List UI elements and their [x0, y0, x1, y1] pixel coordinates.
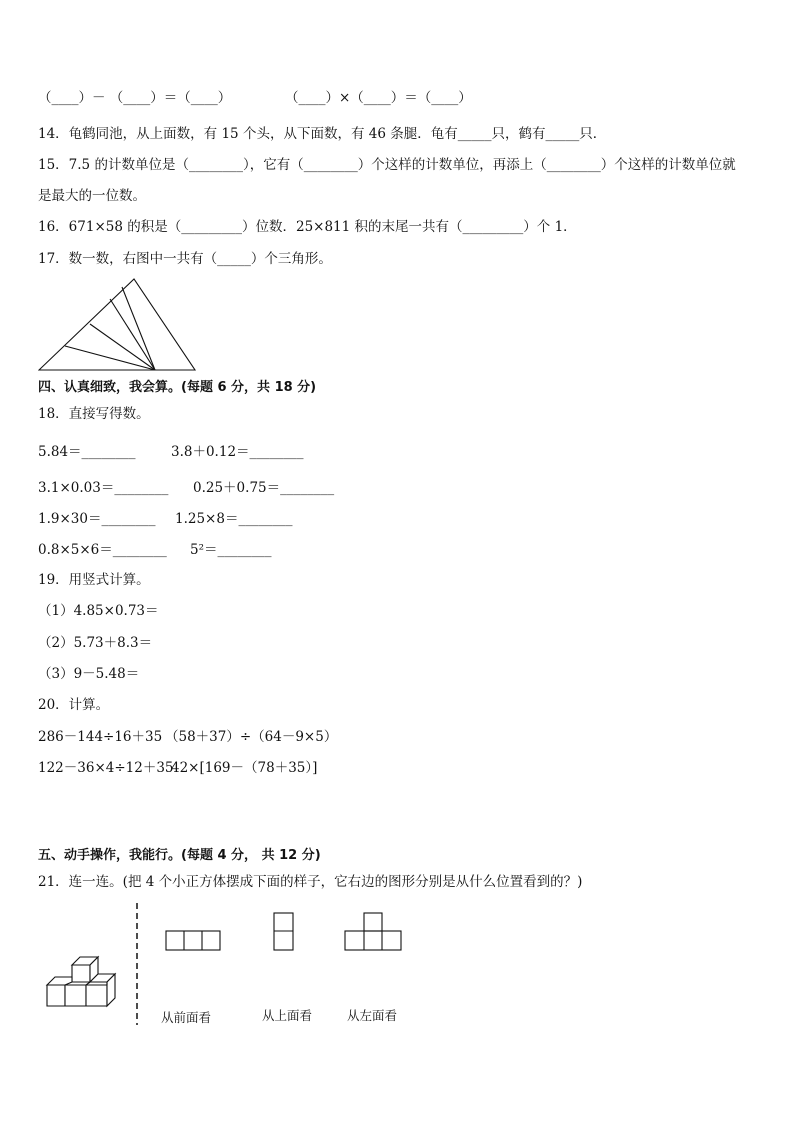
question-16: 16．671×58 的积是（_________）位数．25×811 积的末尾一共有（_________）个 1． [38, 219, 577, 235]
caption-top-view: 从上面看 [262, 1008, 313, 1023]
q19-item-2: （2）5.73＋8.3＝ [38, 635, 153, 651]
dashed-separator [134, 903, 140, 1025]
q18-item-4: 0.25＋0.75＝________ [193, 480, 335, 496]
cube-arrangement-figure [44, 945, 126, 1009]
q19-item-3: （3）9－5.48＝ [38, 666, 140, 682]
question-15-line1: 15．7.5 的计数单位是（________），它有（________）个这样的计数单位，再添上（________）个这样的计数单位就 [38, 157, 736, 173]
q18-item-3: 3.1×0.03＝________ [38, 480, 169, 496]
q18-item-6: 1.25×8＝________ [175, 511, 293, 527]
q18-item-8: 5²＝________ [190, 542, 272, 558]
question-19: 19．用竖式计算。 [38, 572, 150, 588]
q18-item-1: 5.84＝________ [38, 444, 136, 460]
triangle-count-figure [38, 277, 198, 373]
q19-item-1: （1）4.85×0.73＝ [38, 603, 159, 619]
q20-item-3: 122－36×4÷12＋35 [38, 760, 174, 776]
view-shape-column-of-two [273, 912, 295, 952]
q18-item-5: 1.9×30＝________ [38, 511, 156, 527]
section-5-heading: 五、动手操作，我能行。(每题 4 分， 共 12 分) [38, 848, 321, 863]
question-15-line2: 是最大的一位数。 [38, 188, 146, 204]
question-17: 17．数一数，右图中一共有（_____）个三角形。 [38, 251, 332, 267]
view-shape-t-shape [344, 912, 404, 952]
section-4-heading: 四、认真细致，我会算。(每题 6 分，共 18 分) [38, 380, 317, 395]
blanks-multiplication: （____）×（____）＝（____） [285, 90, 472, 106]
caption-left-view: 从左面看 [347, 1008, 398, 1023]
view-shape-row-of-three [165, 930, 223, 952]
blanks-subtraction: （____）－ （____）＝（____） [38, 90, 232, 106]
q20-item-4: 42×[169－（78＋35）] [171, 760, 318, 776]
q18-item-7: 0.8×5×6＝________ [38, 542, 167, 558]
q18-item-2: 3.8＋0.12＝________ [171, 444, 304, 460]
q20-item-1: 286－144÷16＋35 [38, 729, 163, 745]
question-18: 18．直接写得数。 [38, 406, 150, 422]
caption-front-view: 从前面看 [161, 1010, 212, 1025]
question-14: 14．龟鹤同池，从上面数，有 15 个头，从下面数，有 46 条腿．龟有_____只，鹤有_____只． [38, 126, 607, 142]
q20-item-2: （58＋37）÷（64－9×5） [165, 729, 338, 745]
question-20: 20．计算。 [38, 697, 110, 713]
question-21: 21．连一连。(把 4 个小正方体摆成下面的样子，它右边的图形分别是从什么位置看到的？) [38, 874, 583, 890]
